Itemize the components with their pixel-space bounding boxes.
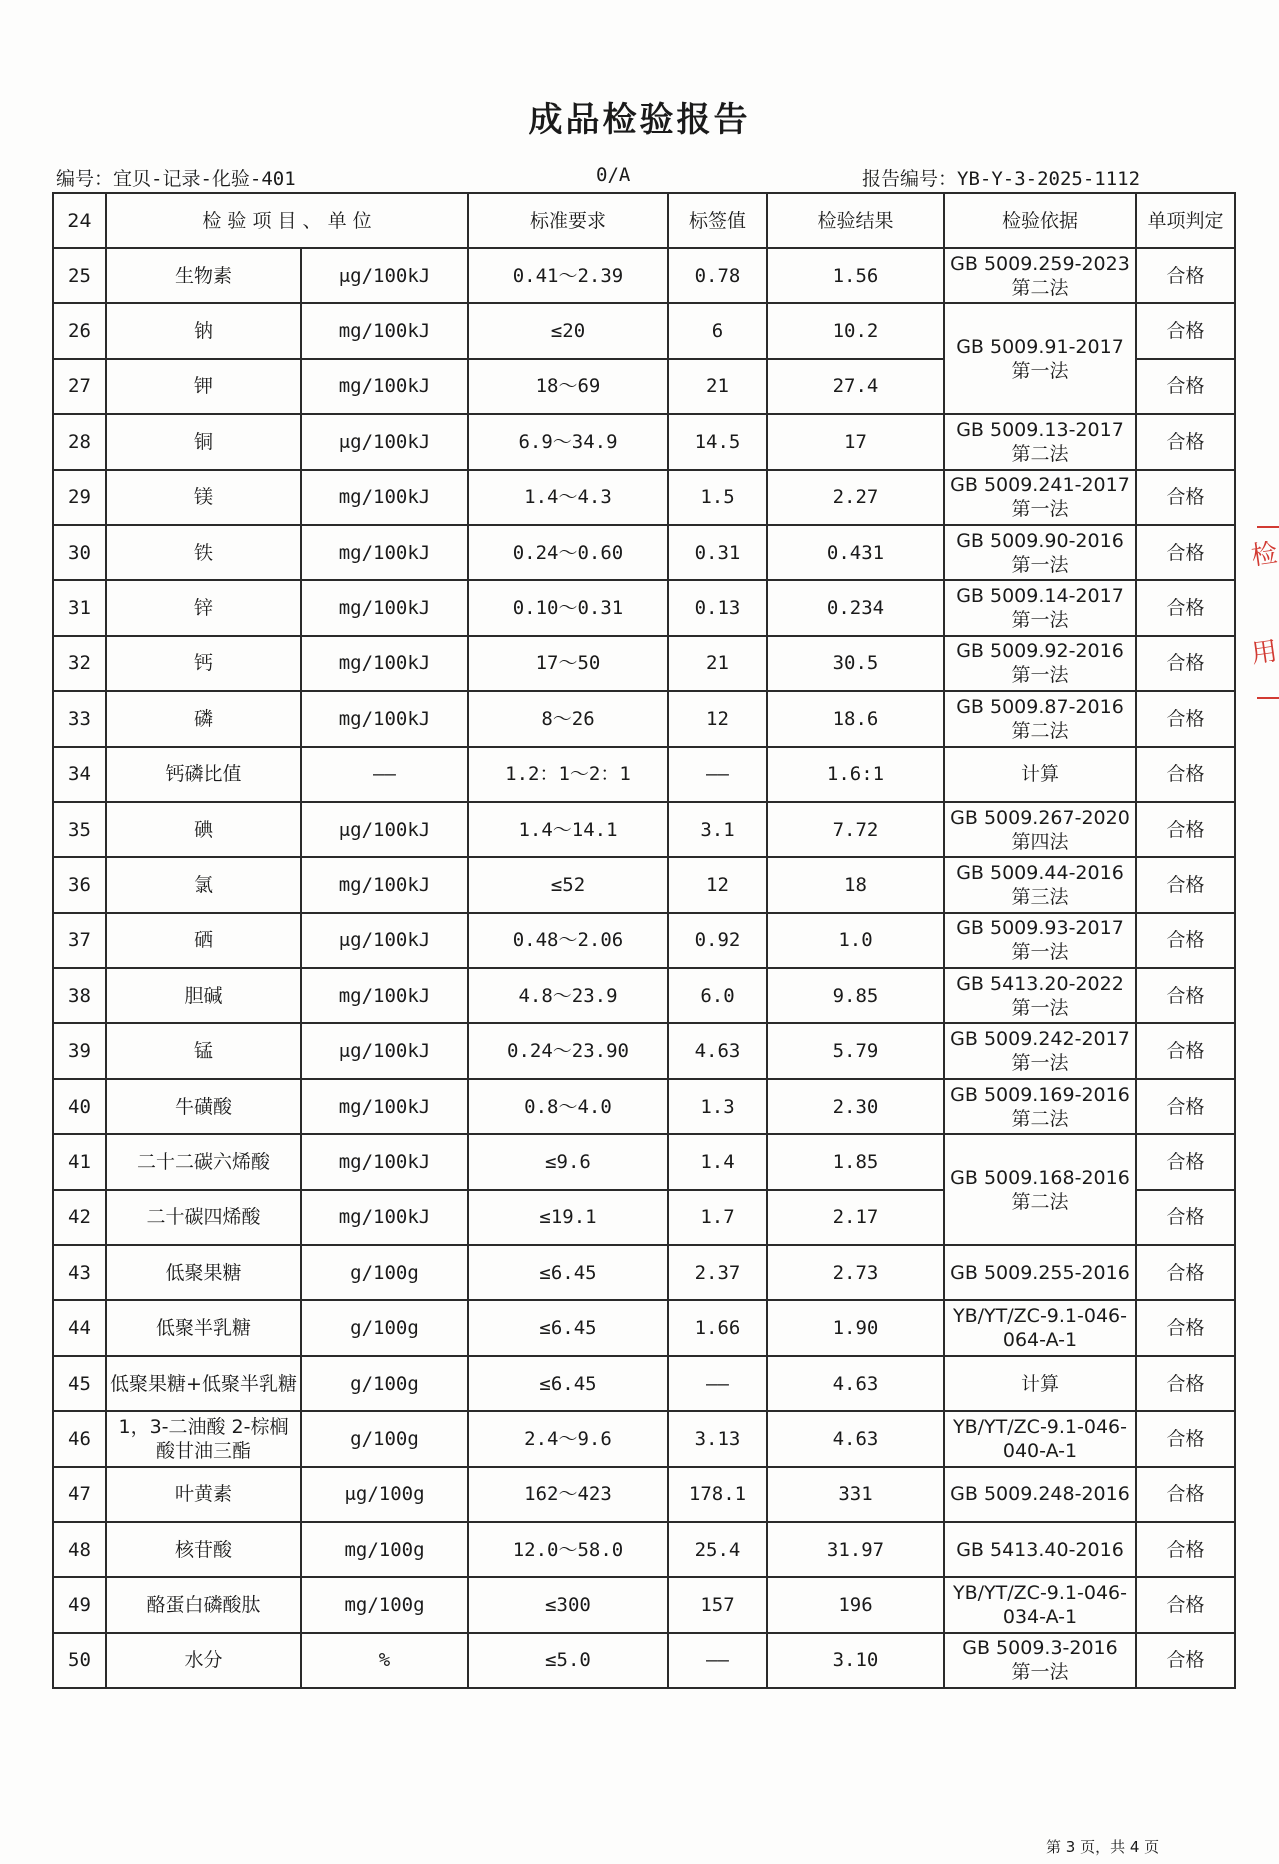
test-result: 2.73 — [767, 1245, 944, 1300]
label-value: —— — [668, 1633, 767, 1688]
label-value: 1.7 — [668, 1190, 767, 1245]
test-basis — [944, 1633, 1136, 1688]
test-result: 4.63 — [767, 1356, 944, 1411]
table-row — [53, 968, 1235, 1023]
row-number: 47 — [53, 1467, 106, 1522]
test-basis-line: 第一法 — [1011, 664, 1069, 687]
table-row — [53, 691, 1235, 746]
test-result: 0.234 — [767, 580, 944, 635]
item-name: 钙磷比值 — [106, 747, 301, 802]
table-row — [53, 1134, 1235, 1189]
test-basis-line: GB 5009.90-2016 — [956, 529, 1124, 552]
test-basis-line: 第一法 — [1011, 498, 1069, 521]
test-basis-line: GB 5009.169-2016 — [950, 1083, 1130, 1106]
label-value: 12 — [668, 857, 767, 912]
test-basis — [944, 636, 1136, 691]
standard-requirement: 4.8～23.9 — [468, 968, 668, 1023]
standard-requirement: 0.48～2.06 — [468, 913, 668, 968]
standard-requirement: 0.24～23.90 — [468, 1023, 668, 1078]
table-row — [53, 1411, 1235, 1466]
test-basis-line: 040-A-1 — [1002, 1439, 1078, 1462]
item-unit: mg/100kJ — [301, 525, 468, 580]
label-value: 1.3 — [668, 1079, 767, 1134]
verdict: 合格 — [1136, 1245, 1235, 1300]
test-basis-line: 第二法 — [1011, 442, 1069, 465]
item-unit: mg/100kJ — [301, 1079, 468, 1134]
standard-requirement: ≤6.45 — [468, 1245, 668, 1300]
verdict: 合格 — [1136, 1190, 1235, 1245]
row-number: 46 — [53, 1411, 106, 1466]
test-basis — [944, 1467, 1136, 1522]
row-number: 49 — [53, 1577, 106, 1632]
item-name: 锰 — [106, 1023, 301, 1078]
label-value: 6.0 — [668, 968, 767, 1023]
test-basis-line: 计算 — [1020, 763, 1059, 786]
row-number: 27 — [53, 359, 106, 414]
verdict: 合格 — [1136, 580, 1235, 635]
table-row — [53, 1633, 1235, 1688]
item-name: 低聚果糖+低聚半乳糖 — [106, 1356, 301, 1411]
item-name: 硒 — [106, 913, 301, 968]
label-value: 4.63 — [668, 1023, 767, 1078]
table-row — [53, 303, 1235, 358]
label-value: 1.5 — [668, 470, 767, 525]
item-name: 镁 — [106, 470, 301, 525]
verdict: 合格 — [1136, 525, 1235, 580]
item-unit: mg/100kJ — [301, 1134, 468, 1189]
label-value: 1.4 — [668, 1134, 767, 1189]
test-basis-line: 第二法 — [1011, 1190, 1069, 1213]
test-basis-line: GB 5009.91-2017 — [956, 335, 1124, 358]
table-row — [53, 580, 1235, 635]
test-result: 27.4 — [767, 359, 944, 414]
test-result: 30.5 — [767, 636, 944, 691]
table-row — [53, 1577, 1235, 1632]
row-number: 29 — [53, 470, 106, 525]
label-value: 178.1 — [668, 1467, 767, 1522]
row-number: 44 — [53, 1300, 106, 1355]
header-result: 检验结果 — [767, 193, 944, 248]
header-standard: 标准要求 — [468, 193, 668, 248]
item-unit: g/100g — [301, 1245, 468, 1300]
verdict: 合格 — [1136, 802, 1235, 857]
red-stamp-text: 检 — [1249, 538, 1279, 572]
test-basis-line: 第二法 — [1011, 276, 1069, 299]
item-unit: mg/100kJ — [301, 470, 468, 525]
item-name: 1，3-二油酸 2-棕榈酸甘油三酯 — [106, 1411, 301, 1466]
test-result: 1.90 — [767, 1300, 944, 1355]
item-unit: mg/100kJ — [301, 857, 468, 912]
item-name: 铜 — [106, 414, 301, 469]
item-name: 牛磺酸 — [106, 1079, 301, 1134]
header-item-unit: 检 验 项 目 、 单 位 — [106, 193, 468, 248]
row-number: 41 — [53, 1134, 106, 1189]
verdict: 合格 — [1136, 636, 1235, 691]
item-unit: μg/100kJ — [301, 414, 468, 469]
label-value: 6 — [668, 303, 767, 358]
label-value: 0.13 — [668, 580, 767, 635]
verdict: 合格 — [1136, 359, 1235, 414]
inspection-table — [52, 192, 1236, 1689]
row-number: 35 — [53, 802, 106, 857]
header-label: 标签值 — [668, 193, 767, 248]
table-row — [53, 470, 1235, 525]
test-basis-line: GB 5009.14-2017 — [956, 585, 1124, 608]
table-row — [53, 1245, 1235, 1300]
standard-requirement: 1.4～14.1 — [468, 802, 668, 857]
item-unit: μg/100kJ — [301, 248, 468, 303]
label-value: 0.31 — [668, 525, 767, 580]
red-stamp-text: 用 — [1249, 636, 1279, 670]
test-basis — [944, 1577, 1136, 1632]
label-value: 21 — [668, 359, 767, 414]
table-row — [53, 1023, 1235, 1078]
item-unit: % — [301, 1633, 468, 1688]
label-value: 157 — [668, 1577, 767, 1632]
test-basis-line: 第三法 — [1011, 885, 1069, 908]
test-basis — [944, 303, 1136, 414]
label-value: —— — [668, 747, 767, 802]
red-stamp-mark — [1257, 526, 1279, 528]
label-value: 1.66 — [668, 1300, 767, 1355]
test-result: 9.85 — [767, 968, 944, 1023]
item-unit: mg/100kJ — [301, 580, 468, 635]
verdict: 合格 — [1136, 470, 1235, 525]
standard-requirement: ≤20 — [468, 303, 668, 358]
test-basis-line: GB 5009.44-2016 — [956, 861, 1124, 884]
standard-requirement: 18～69 — [468, 359, 668, 414]
test-result: 17 — [767, 414, 944, 469]
row-number: 26 — [53, 303, 106, 358]
test-basis-line: GB 5009.242-2017 — [950, 1028, 1130, 1051]
row-number: 45 — [53, 1356, 106, 1411]
item-name: 磷 — [106, 691, 301, 746]
item-unit: g/100g — [301, 1411, 468, 1466]
item-name: 低聚半乳糖 — [106, 1300, 301, 1355]
row-number: 36 — [53, 857, 106, 912]
table-row — [53, 1467, 1235, 1522]
test-basis — [944, 1134, 1136, 1245]
test-basis-line: 064-A-1 — [1002, 1329, 1078, 1352]
item-name: 核苷酸 — [106, 1522, 301, 1577]
row-number: 40 — [53, 1079, 106, 1134]
standard-requirement: 1.4～4.3 — [468, 470, 668, 525]
test-basis-line: GB 5009.168-2016 — [950, 1166, 1130, 1189]
table-row — [53, 747, 1235, 802]
test-basis-line: 第二法 — [1011, 1107, 1069, 1130]
item-name: 胆碱 — [106, 968, 301, 1023]
item-name: 氯 — [106, 857, 301, 912]
test-result: 1.85 — [767, 1134, 944, 1189]
test-basis — [944, 1356, 1136, 1411]
verdict: 合格 — [1136, 1134, 1235, 1189]
test-basis — [944, 857, 1136, 912]
red-stamp-mark — [1257, 697, 1279, 699]
item-unit: mg/100kJ — [301, 636, 468, 691]
report-number: 报告编号：YB-Y-3-2025-1112 — [862, 168, 1141, 190]
test-basis-line: 034-A-1 — [1002, 1606, 1078, 1629]
row-number: 38 — [53, 968, 106, 1023]
test-basis-line: GB 5009.241-2017 — [950, 474, 1130, 497]
item-unit: mg/100kJ — [301, 359, 468, 414]
report-title: 成品检验报告 — [528, 100, 751, 140]
item-name: 钾 — [106, 359, 301, 414]
test-result: 18 — [767, 857, 944, 912]
row-number: 25 — [53, 248, 106, 303]
test-basis-line: GB 5009.248-2016 — [950, 1483, 1130, 1506]
standard-requirement: 17～50 — [468, 636, 668, 691]
table-row — [53, 636, 1235, 691]
verdict: 合格 — [1136, 248, 1235, 303]
row-number: 39 — [53, 1023, 106, 1078]
test-basis — [944, 968, 1136, 1023]
test-basis-line: GB 5009.267-2020 — [950, 806, 1130, 829]
test-basis-line: YB/YT/ZC-9.1-046- — [953, 1415, 1127, 1438]
standard-requirement: 1.2：1～2：1 — [468, 747, 668, 802]
test-basis-line: GB 5009.13-2017 — [956, 418, 1124, 441]
test-basis-line: GB 5413.40-2016 — [956, 1538, 1124, 1561]
test-result: 7.72 — [767, 802, 944, 857]
table-row — [53, 913, 1235, 968]
test-basis-line: 第一法 — [1011, 553, 1069, 576]
item-name: 酪蛋白磷酸肽 — [106, 1577, 301, 1632]
item-unit: mg/100kJ — [301, 303, 468, 358]
standard-requirement: 6.9～34.9 — [468, 414, 668, 469]
test-basis — [944, 691, 1136, 746]
item-name: 低聚果糖 — [106, 1245, 301, 1300]
header-basis: 检验依据 — [944, 193, 1136, 248]
test-result: 18.6 — [767, 691, 944, 746]
test-basis-line: 第一法 — [1011, 1661, 1069, 1684]
item-name: 二十碳四烯酸 — [106, 1190, 301, 1245]
standard-requirement: 0.8～4.0 — [468, 1079, 668, 1134]
item-unit: mg/100g — [301, 1577, 468, 1632]
test-basis-line: GB 5009.92-2016 — [956, 640, 1124, 663]
standard-requirement: 8～26 — [468, 691, 668, 746]
test-basis-line: GB 5009.93-2017 — [956, 917, 1124, 940]
verdict: 合格 — [1136, 913, 1235, 968]
test-basis-line: GB 5413.20-2022 — [956, 972, 1124, 995]
item-name: 铁 — [106, 525, 301, 580]
table-row — [53, 525, 1235, 580]
label-value: 0.78 — [668, 248, 767, 303]
verdict: 合格 — [1136, 1467, 1235, 1522]
label-value: 3.1 — [668, 802, 767, 857]
table-header-row — [53, 193, 1235, 248]
table-row — [53, 1300, 1235, 1355]
item-unit: —— — [301, 747, 468, 802]
test-result: 1.0 — [767, 913, 944, 968]
test-result: 2.17 — [767, 1190, 944, 1245]
test-basis — [944, 525, 1136, 580]
standard-requirement: 2.4～9.6 — [468, 1411, 668, 1466]
item-name: 水分 — [106, 1633, 301, 1688]
item-name: 锌 — [106, 580, 301, 635]
test-basis-line: 第一法 — [1011, 996, 1069, 1019]
row-number: 33 — [53, 691, 106, 746]
test-result: 2.27 — [767, 470, 944, 525]
test-result: 0.431 — [767, 525, 944, 580]
test-basis — [944, 913, 1136, 968]
item-unit: g/100g — [301, 1356, 468, 1411]
label-value: 14.5 — [668, 414, 767, 469]
test-result: 10.2 — [767, 303, 944, 358]
standard-requirement: ≤6.45 — [468, 1356, 668, 1411]
test-basis-line: GB 5009.255-2016 — [950, 1261, 1130, 1284]
test-basis-line: 第二法 — [1011, 719, 1069, 742]
test-basis-line: 第一法 — [1011, 609, 1069, 632]
verdict: 合格 — [1136, 1633, 1235, 1688]
test-basis — [944, 470, 1136, 525]
standard-requirement: ≤9.6 — [468, 1134, 668, 1189]
row-number: 50 — [53, 1633, 106, 1688]
verdict: 合格 — [1136, 691, 1235, 746]
standard-requirement: ≤6.45 — [468, 1300, 668, 1355]
table-row — [53, 414, 1235, 469]
standard-requirement: 0.10～0.31 — [468, 580, 668, 635]
row-number: 48 — [53, 1522, 106, 1577]
item-unit: mg/100g — [301, 1522, 468, 1577]
row-number: 31 — [53, 580, 106, 635]
standard-requirement: 162～423 — [468, 1467, 668, 1522]
test-basis-line: 第一法 — [1011, 1052, 1069, 1075]
verdict: 合格 — [1136, 1079, 1235, 1134]
item-unit: g/100g — [301, 1300, 468, 1355]
row-number: 43 — [53, 1245, 106, 1300]
test-basis-line: GB 5009.3-2016 — [962, 1637, 1118, 1660]
label-value: 3.13 — [668, 1411, 767, 1466]
verdict: 合格 — [1136, 968, 1235, 1023]
item-name: 二十二碳六烯酸 — [106, 1134, 301, 1189]
test-basis-line: YB/YT/ZC-9.1-046- — [953, 1582, 1127, 1605]
standard-requirement: ≤19.1 — [468, 1190, 668, 1245]
test-result: 1.56 — [767, 248, 944, 303]
item-name: 叶黄素 — [106, 1467, 301, 1522]
item-unit: μg/100kJ — [301, 913, 468, 968]
test-basis — [944, 1411, 1136, 1466]
test-basis — [944, 747, 1136, 802]
item-name: 碘 — [106, 802, 301, 857]
verdict: 合格 — [1136, 857, 1235, 912]
verdict: 合格 — [1136, 1300, 1235, 1355]
table-row — [53, 1079, 1235, 1134]
standard-requirement: 0.24～0.60 — [468, 525, 668, 580]
verdict: 合格 — [1136, 1522, 1235, 1577]
test-basis-line: 第四法 — [1011, 830, 1069, 853]
item-unit: mg/100kJ — [301, 968, 468, 1023]
doc-number: 编号：宜贝-记录-化验-401 — [56, 168, 296, 190]
test-basis — [944, 1079, 1136, 1134]
table-row — [53, 802, 1235, 857]
verdict: 合格 — [1136, 1411, 1235, 1466]
standard-requirement: 12.0～58.0 — [468, 1522, 668, 1577]
standard-requirement: ≤5.0 — [468, 1633, 668, 1688]
test-basis-line: 计算 — [1020, 1372, 1059, 1395]
test-result: 2.30 — [767, 1079, 944, 1134]
row-number: 37 — [53, 913, 106, 968]
test-basis — [944, 580, 1136, 635]
test-basis — [944, 414, 1136, 469]
test-basis — [944, 1245, 1136, 1300]
verdict: 合格 — [1136, 303, 1235, 358]
item-name: 钙 — [106, 636, 301, 691]
item-name: 生物素 — [106, 248, 301, 303]
row-number: 34 — [53, 747, 106, 802]
test-result: 1.6:1 — [767, 747, 944, 802]
table-row — [53, 1356, 1235, 1411]
item-name: 钠 — [106, 303, 301, 358]
test-result: 5.79 — [767, 1023, 944, 1078]
test-basis-line: YB/YT/ZC-9.1-046- — [953, 1305, 1127, 1328]
item-unit: μg/100kJ — [301, 1023, 468, 1078]
test-result: 196 — [767, 1577, 944, 1632]
label-value: —— — [668, 1356, 767, 1411]
label-value: 2.37 — [668, 1245, 767, 1300]
item-unit: mg/100kJ — [301, 1190, 468, 1245]
test-result: 3.10 — [767, 1633, 944, 1688]
row-number: 42 — [53, 1190, 106, 1245]
verdict: 合格 — [1136, 414, 1235, 469]
row-number: 28 — [53, 414, 106, 469]
test-basis-line: GB 5009.87-2016 — [956, 695, 1124, 718]
page-footer: 第 3 页，共 4 页 — [1046, 1838, 1160, 1856]
table-row — [53, 248, 1235, 303]
test-basis — [944, 1300, 1136, 1355]
header-verdict: 单项判定 — [1136, 193, 1235, 248]
table-row — [53, 1522, 1235, 1577]
test-result: 4.63 — [767, 1411, 944, 1466]
verdict: 合格 — [1136, 1577, 1235, 1632]
verdict: 合格 — [1136, 1356, 1235, 1411]
test-basis-line: 第一法 — [1011, 941, 1069, 964]
test-basis — [944, 248, 1136, 303]
test-result: 31.97 — [767, 1522, 944, 1577]
doc-version: 0/A — [596, 164, 631, 186]
table-row — [53, 857, 1235, 912]
item-unit: mg/100kJ — [301, 691, 468, 746]
test-basis-line: GB 5009.259-2023 — [950, 252, 1130, 275]
label-value: 0.92 — [668, 913, 767, 968]
verdict: 合格 — [1136, 747, 1235, 802]
row-number: 32 — [53, 636, 106, 691]
test-basis — [944, 802, 1136, 857]
header-index: 24 — [53, 193, 106, 248]
label-value: 21 — [668, 636, 767, 691]
test-basis — [944, 1522, 1136, 1577]
item-unit: μg/100kJ — [301, 802, 468, 857]
test-basis — [944, 1023, 1136, 1078]
standard-requirement: 0.41～2.39 — [468, 248, 668, 303]
item-unit: μg/100g — [301, 1467, 468, 1522]
row-number: 30 — [53, 525, 106, 580]
standard-requirement: ≤300 — [468, 1577, 668, 1632]
label-value: 25.4 — [668, 1522, 767, 1577]
test-result: 331 — [767, 1467, 944, 1522]
verdict: 合格 — [1136, 1023, 1235, 1078]
test-basis-line: 第一法 — [1011, 359, 1069, 382]
standard-requirement: ≤52 — [468, 857, 668, 912]
label-value: 12 — [668, 691, 767, 746]
